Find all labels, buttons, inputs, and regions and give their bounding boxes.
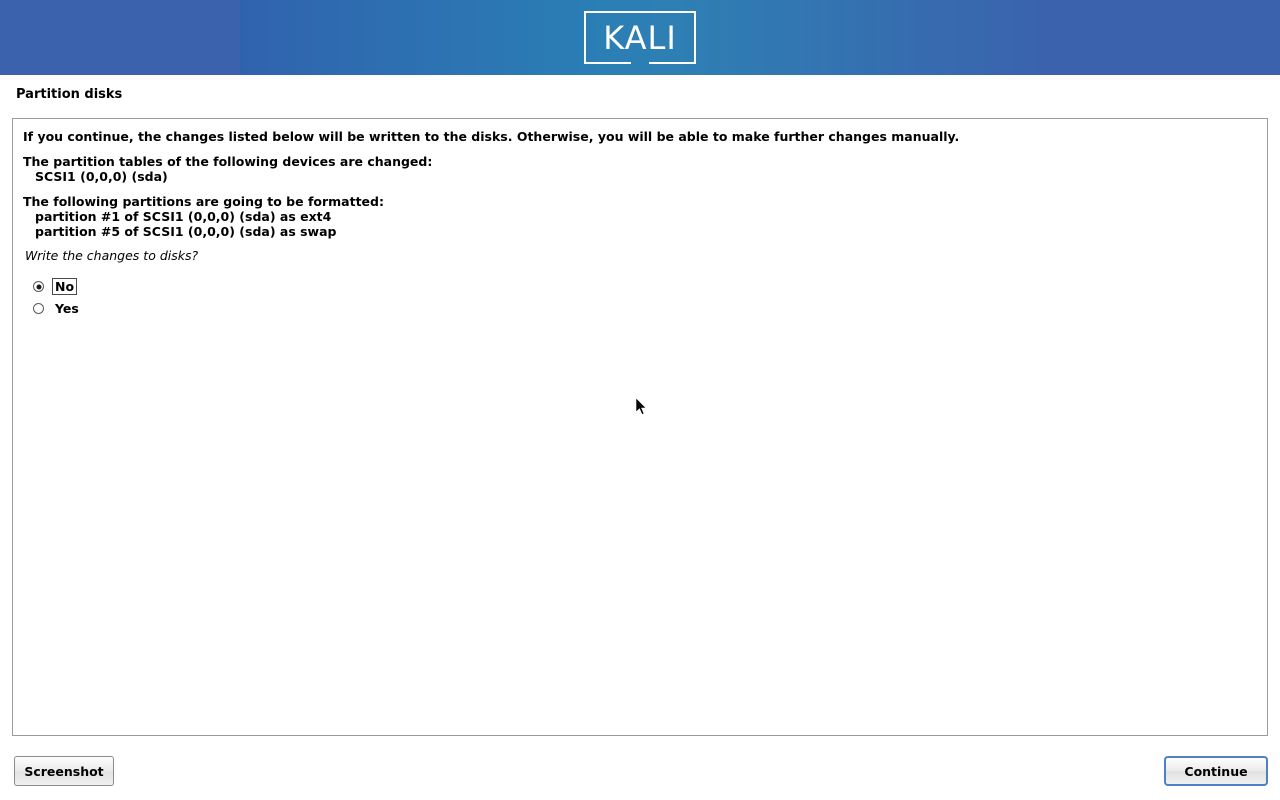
radio-option-no[interactable] [23,276,1257,298]
page-title-bar [0,75,1280,113]
spacer [23,184,1257,194]
partition-tables-item: SCSI1 (0,0,0) (sda) [35,169,168,184]
question-text: Write the changes to disks? [25,248,199,263]
screenshot-button[interactable]: Screenshot [14,756,114,786]
intro-text: If you continue, the changes listed below will be written to the disks. Otherwise, you will be able to make further changes manually. [23,129,960,144]
kali-logo [584,11,696,64]
write-changes-radio-group [23,276,1257,320]
format-heading: The following partitions are going to be formatted: [23,194,384,209]
radio-option-yes[interactable] [23,298,1257,320]
radio-icon[interactable] [33,303,44,314]
spacer [23,144,1257,154]
format-item: partition #1 of SCSI1 (0,0,0) (sda) as ext4 [35,209,332,224]
continue-button[interactable]: Continue [1164,756,1268,786]
radio-label[interactable]: No [52,278,77,295]
partition-tables-heading: The partition tables of the following devices are changed: [23,154,433,169]
footer-bar [0,748,1280,800]
kali-logo-text: KALI [603,18,677,57]
kali-banner [0,0,1280,75]
page-title: Partition disks [16,86,123,102]
radio-label[interactable]: Yes [55,301,79,316]
content-panel [12,118,1268,736]
radio-icon[interactable] [33,281,44,292]
kali-logo-notch [631,59,649,65]
format-item: partition #5 of SCSI1 (0,0,0) (sda) as swap [35,224,337,239]
